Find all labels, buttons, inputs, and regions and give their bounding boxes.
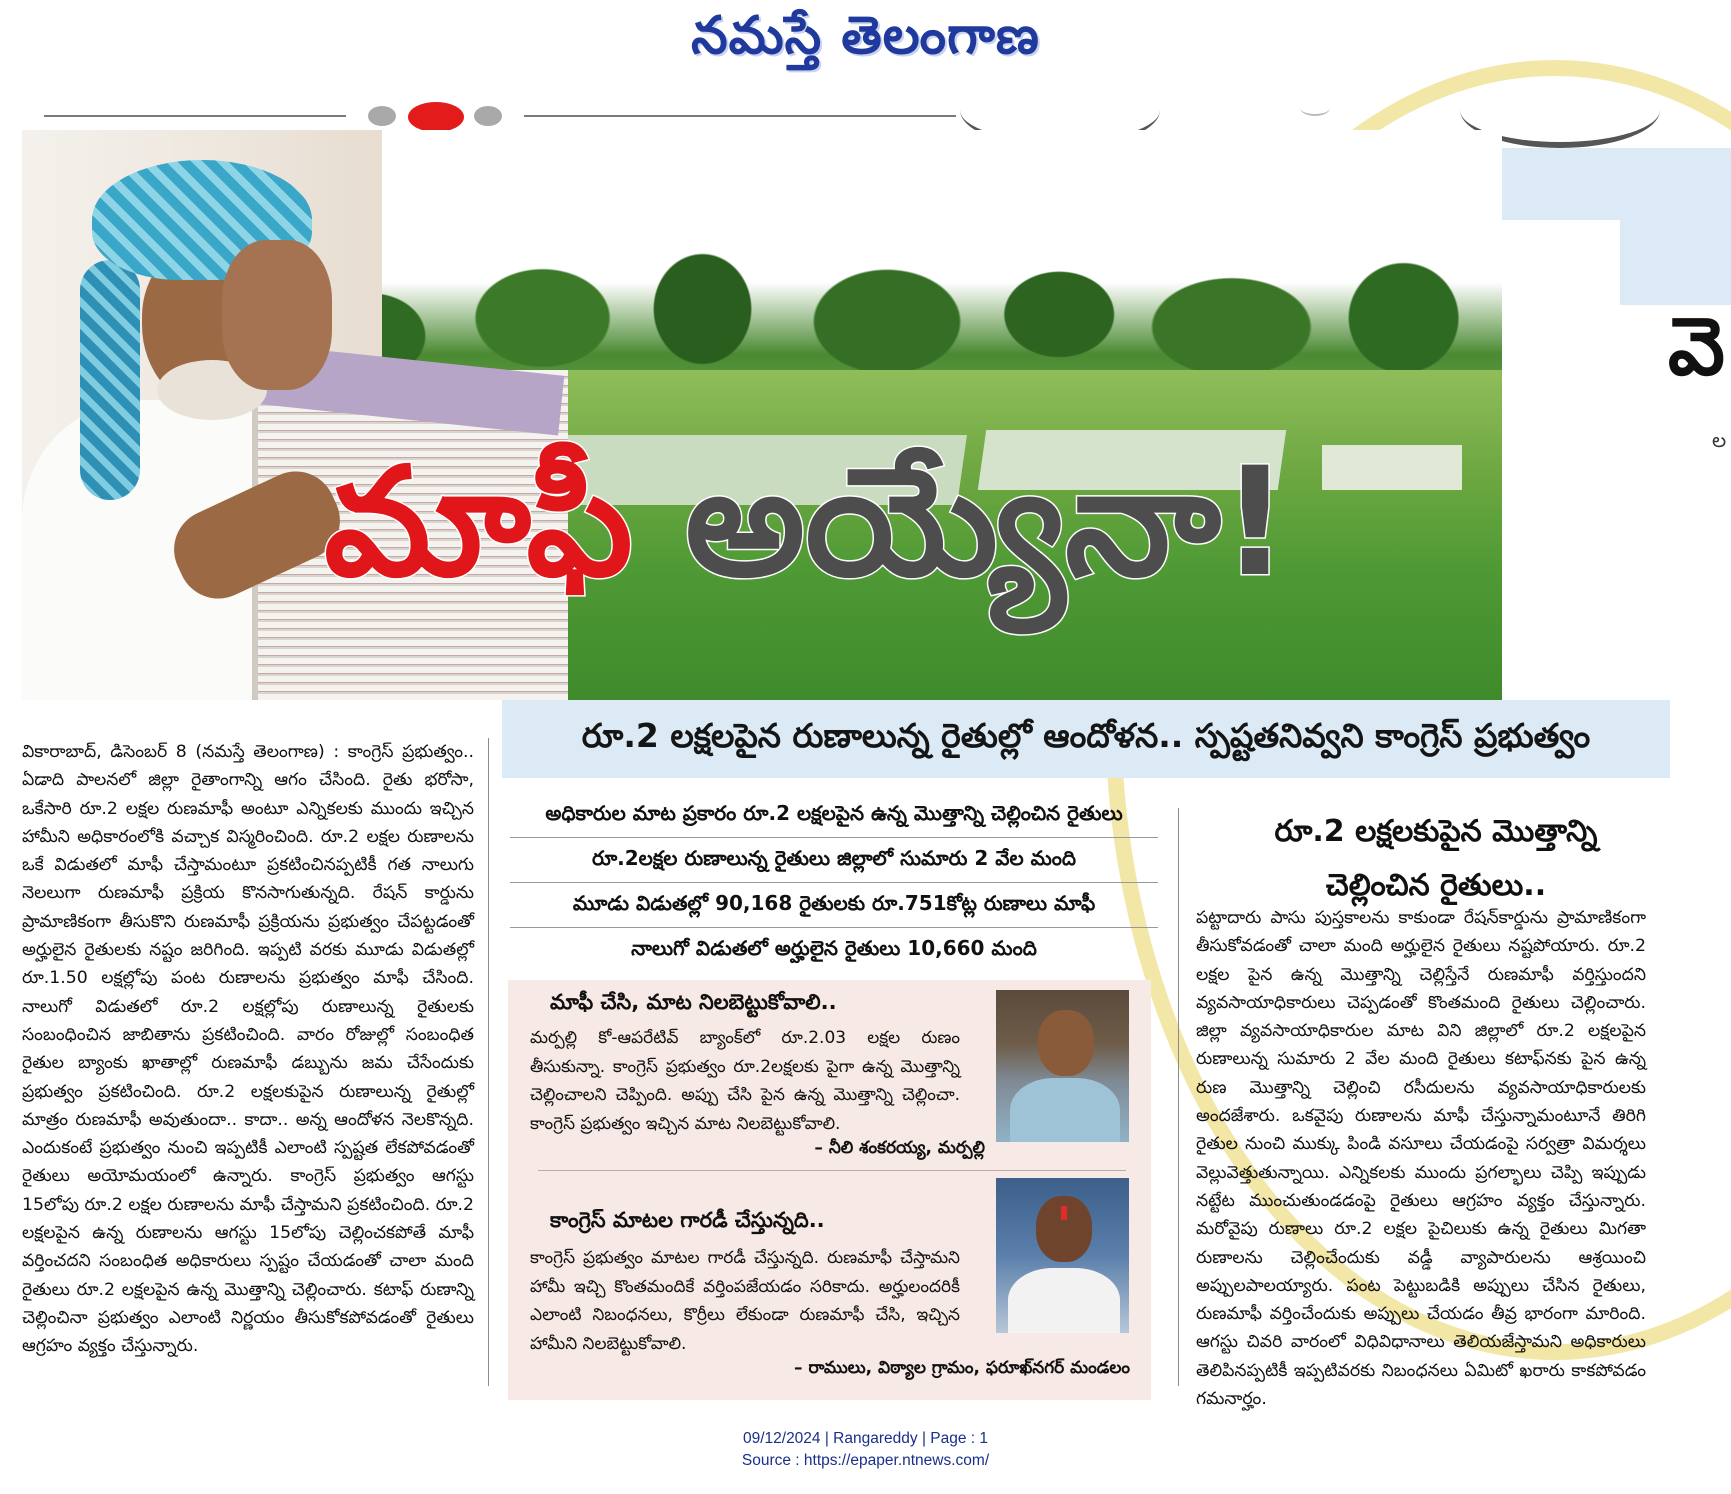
divider: [524, 115, 956, 117]
hero-photo: [22, 130, 1502, 700]
subheadline: రూ.2 లక్షలపైన రుణాలున్న రైతుల్లో ఆందోళన.. స్పష్టతనివ్వని కాంగ్రెస్ ప్రభుత్వం: [502, 700, 1670, 778]
highlight-item: నాలుగో విడుతలో అర్హులైన రైతులు 10,660 మంది: [631, 935, 1037, 960]
column-rule: [1178, 808, 1179, 1386]
highlight-item: మూడు విడుతల్లో 90,168 రైతులకు రూ.751కోట్ల రుణాలు మాఫీ: [510, 883, 1158, 928]
footer-edition-info: 09/12/2024 | Rangareddy | Page : 1: [742, 1430, 989, 1447]
divider-dot: [408, 102, 464, 132]
masthead: [0, 0, 1731, 82]
highlight-item: అధికారుల మాట ప్రకారం రూ.2 లక్షలపైన ఉన్న మొత్తాన్ని చెల్లించిన రైతులు: [510, 793, 1158, 838]
page-footer: [0, 1428, 1731, 1472]
adjacent-text-fragment: ల: [1712, 428, 1727, 452]
headline-exclamation: !: [1220, 436, 1290, 610]
divider-dot: [474, 106, 502, 126]
right-article-body: పట్టాదారు పాసు పుస్తకాలను కాకుండా రేషన్‌కార్డును ప్రామాణికంగా తీసుకోవడంతో చాలా మంది అర్హులైన రైతులు నష్టపోయారు. రూ.2 లక్షల పైన ఉన్న మొత్తాన్ని చెల్లిస్తేనే రుణమాఫీ వర్తిస్తుందని వ్యవసాయాధికారులు చెప్పడంతో కొంతమంది రైతులు చెల్లించారు. జిల్లా వ్యవసాయాధికారుల మాట విని జిల్లాలో రూ.2 లక్షలపైన రుణాలున్న సుమారు 2 వేల మంది రైతులు కటాఫ్‌నకు పైన ఉన్న రుణ మొత్తాన్ని చెల్లించి రసీదులను వ్యవసాయాధికారులకు అందజేశారు. ఒకవైపు రుణాలను మాఫీ చేస్తున్నామంటూనే తిరిగి రైతుల నుంచి ముక్కు పిండి వసూలు చేయడంపై సర్వత్రా విమర్శలు వెల్లువెత్తుతున్నాయి. ఎన్నికలకు ముందు ప్రగల్భాలు చెప్పి ఇప్పుడు నట్టేట ముంచుతుండడంపై రైతులు ఆగ్రహం వ్యక్తం చేస్తున్నారు. మరోవైపు రుణాలు రూ.2 లక్షల పైచిలుకు ఉన్న రైతులు మిగతా రుణాలను చెల్లించేందుకు వడ్డీ వ్యాపారులను ఆశ్రయించి అప్పులపాలయ్యారు. పంట పెట్టుబడికి అప్పులు చేసిన రైతులు, రుణమాఫీ వర్తించేందుకు అప్పులు చేయడం తీవ్ర భారంగా మారింది. ఆగస్టు చివరి వారంలో విధివిధానాలు తెలియజేస్తామని అధికారులు తెలిపినప్పటికీ ఇప్పటివరకు నిబంధనలు ఏమిటో ఖరారు కాకపోవడం గమనార్హం.: [1196, 908, 1646, 1410]
divider-dot: [368, 106, 396, 126]
quote-title: కాంగ్రెస్ మాటల గారడీ చేస్తున్నది..: [550, 1208, 825, 1232]
farmer-portrait-photo: [996, 990, 1129, 1142]
divider: [44, 115, 346, 117]
main-headline: [324, 436, 1290, 610]
left-article-body: వికారాబాద్, డిసెంబర్ 8 (నమస్తే తెలంగాణ) : కాంగ్రెస్ ప్రభుత్వం.. ఏడాది పాలనలో జిల్లా రైతాంగాన్ని ఆగం చేసింది. రైతు భరోసా, ఒకేసారి రూ.2 లక్షల రుణమాఫీ అంటూ ఎన్నికలకు ముందు ఇచ్చిన హామీని అధికారంలోకి వచ్చాక విస్మరించింది. రూ.2 లక్షల రుణాలను ఒకే విడుతలో మాఫీ చేస్తామంటూ ప్రకటించినప్పటికీ గత నాలుగు నెలలుగా రుణమాఫీ ప్రక్రియ కొనసాగుతున్నది. రేషన్ కార్డును ప్రామాణికంగా తీసుకొని రుణమాఫీ ప్రక్రియను ప్రభుత్వం చేపట్టడంతో అర్హులైన రైతులకు నష్టం జరిగింది. ఇప్పటి వరకు మూడు విడుతల్లో రూ.1.50 లక్షల్లోపు పంట రుణాలను ప్రభుత్వం మాఫీ చేసింది. నాలుగో విడుతలో రూ.2 లక్షల్లోపు రుణాలున్న రైతులకు సంబంధించిన జాబితాను ప్రకటించింది. వారం రోజుల్లో సంబంధిత రైతుల బ్యాంకు ఖాతాల్లో రుణమాఫీ డబ్బును జమ చేసేందుకు ప్రభుత్వం ప్రకటించింది. రూ.2 లక్షలకుపైన రుణాలున్న రైతుల్లో మాత్రం రుణమాఫీ అవుతుందా.. కాదా.. అన్న ఆందోళన నెలకొన్నది. ఎందుకంటే ప్రభుత్వం నుంచి ఇప్పటికీ ఎలాంటి స్పష్టత లేకపోవడంతో రైతులు అయోమయంలో ఉన్నారు. కాంగ్రెస్ ప్రభుత్వం ఆగస్టు 15లోపు రూ.2 లక్షల రుణాలను మాఫీ చేస్తామని ప్రకటించింది. రూ.2 లక్షలపైన ఉన్న రుణాలను ఆగస్టు 15లోపు చెల్లించకపోతే మాఫీ వర్తించదని సంబంధిత అధికారులు స్పష్టం చేయడంతో చాలా మంది రైతులు రూ.2 లక్షలపైన ఉన్న మొత్తాన్ని చెల్లించారు. కటాఫ్ రుణాన్ని చెల్లించినా ప్రభుత్వం ఎలాంటి నిర్ణయం తీసుకోకపోవడంతో రైతులు ఆగ్రహం వ్యక్తం చేస్తున్నారు.: [22, 742, 474, 1357]
headline-part-red: మాఫీ: [324, 436, 633, 610]
footer-source-link[interactable]: Source : https://epaper.ntnews.com/: [741, 1452, 990, 1469]
quote-signature: – రాములు, విఠ్యాల గ్రామం, ఫరూఖ్‌నగర్ మండలం: [794, 1358, 1130, 1378]
headline-part-grey: అయ్యేనా: [685, 436, 1221, 610]
quote-signature: – నీలి శంకరయ్య, మర్పల్లి: [814, 1138, 985, 1158]
right-article-heading: [1196, 805, 1676, 913]
right-heading-line: రూ.2 లక్షలకుపైన మొత్తాన్ని: [1274, 814, 1598, 849]
farmer-portrait-photo: [996, 1178, 1129, 1333]
decorative-band: [1620, 215, 1731, 305]
quote-title: మాఫీ చేసి, మాట నిలబెట్టుకోవాలి..: [550, 990, 837, 1014]
highlight-item: రూ.2లక్షల రుణాలున్న రైతులు జిల్లాలో సుమారు 2 వేల మంది: [510, 838, 1158, 883]
right-heading-line: చెల్లించిన రైతులు..: [1325, 868, 1547, 903]
quote-body: మర్పల్లి కో-ఆపరేటివ్ బ్యాంక్‌లో రూ.2.03 లక్షల రుణం తీసుకున్నా. కాంగ్రెస్ ప్రభుత్వం రూ.2లక్షలకు పైగా ఉన్న మొత్తాన్ని చెల్లించాలని చెప్పింది. అప్పు చేసి పైన ఉన్న మొత్తాన్ని చెల్లించా. కాంగ్రెస్ ప్రభుత్వం ఇచ్చిన మాట నిలబెట్టుకోవాలి.: [530, 1028, 960, 1134]
decorative-swoosh: [1300, 100, 1330, 116]
column-rule: [488, 738, 489, 1386]
quote-body: కాంగ్రెస్ ప్రభుత్వం మాటల గారడీ చేస్తున్నది. రుణమాఫీ చేస్తామని హామీ ఇచ్చి కొంతమందికే వర్తింపజేయడం సరికాదు. అర్హులందరికీ ఎలాంటి నిబంధనలు, కొర్రీలు లేకుండా రుణమాఫీ చేసి, ఇచ్చిన హామీని నిలబెట్టుకోవాలి.: [530, 1248, 960, 1354]
quote-divider: [538, 1170, 1126, 1171]
adjacent-headline-fragment: వె: [1668, 300, 1725, 393]
newspaper-logo: నమస్తే తెలంగాణ: [691, 6, 1040, 66]
highlights-list: [510, 793, 1158, 972]
